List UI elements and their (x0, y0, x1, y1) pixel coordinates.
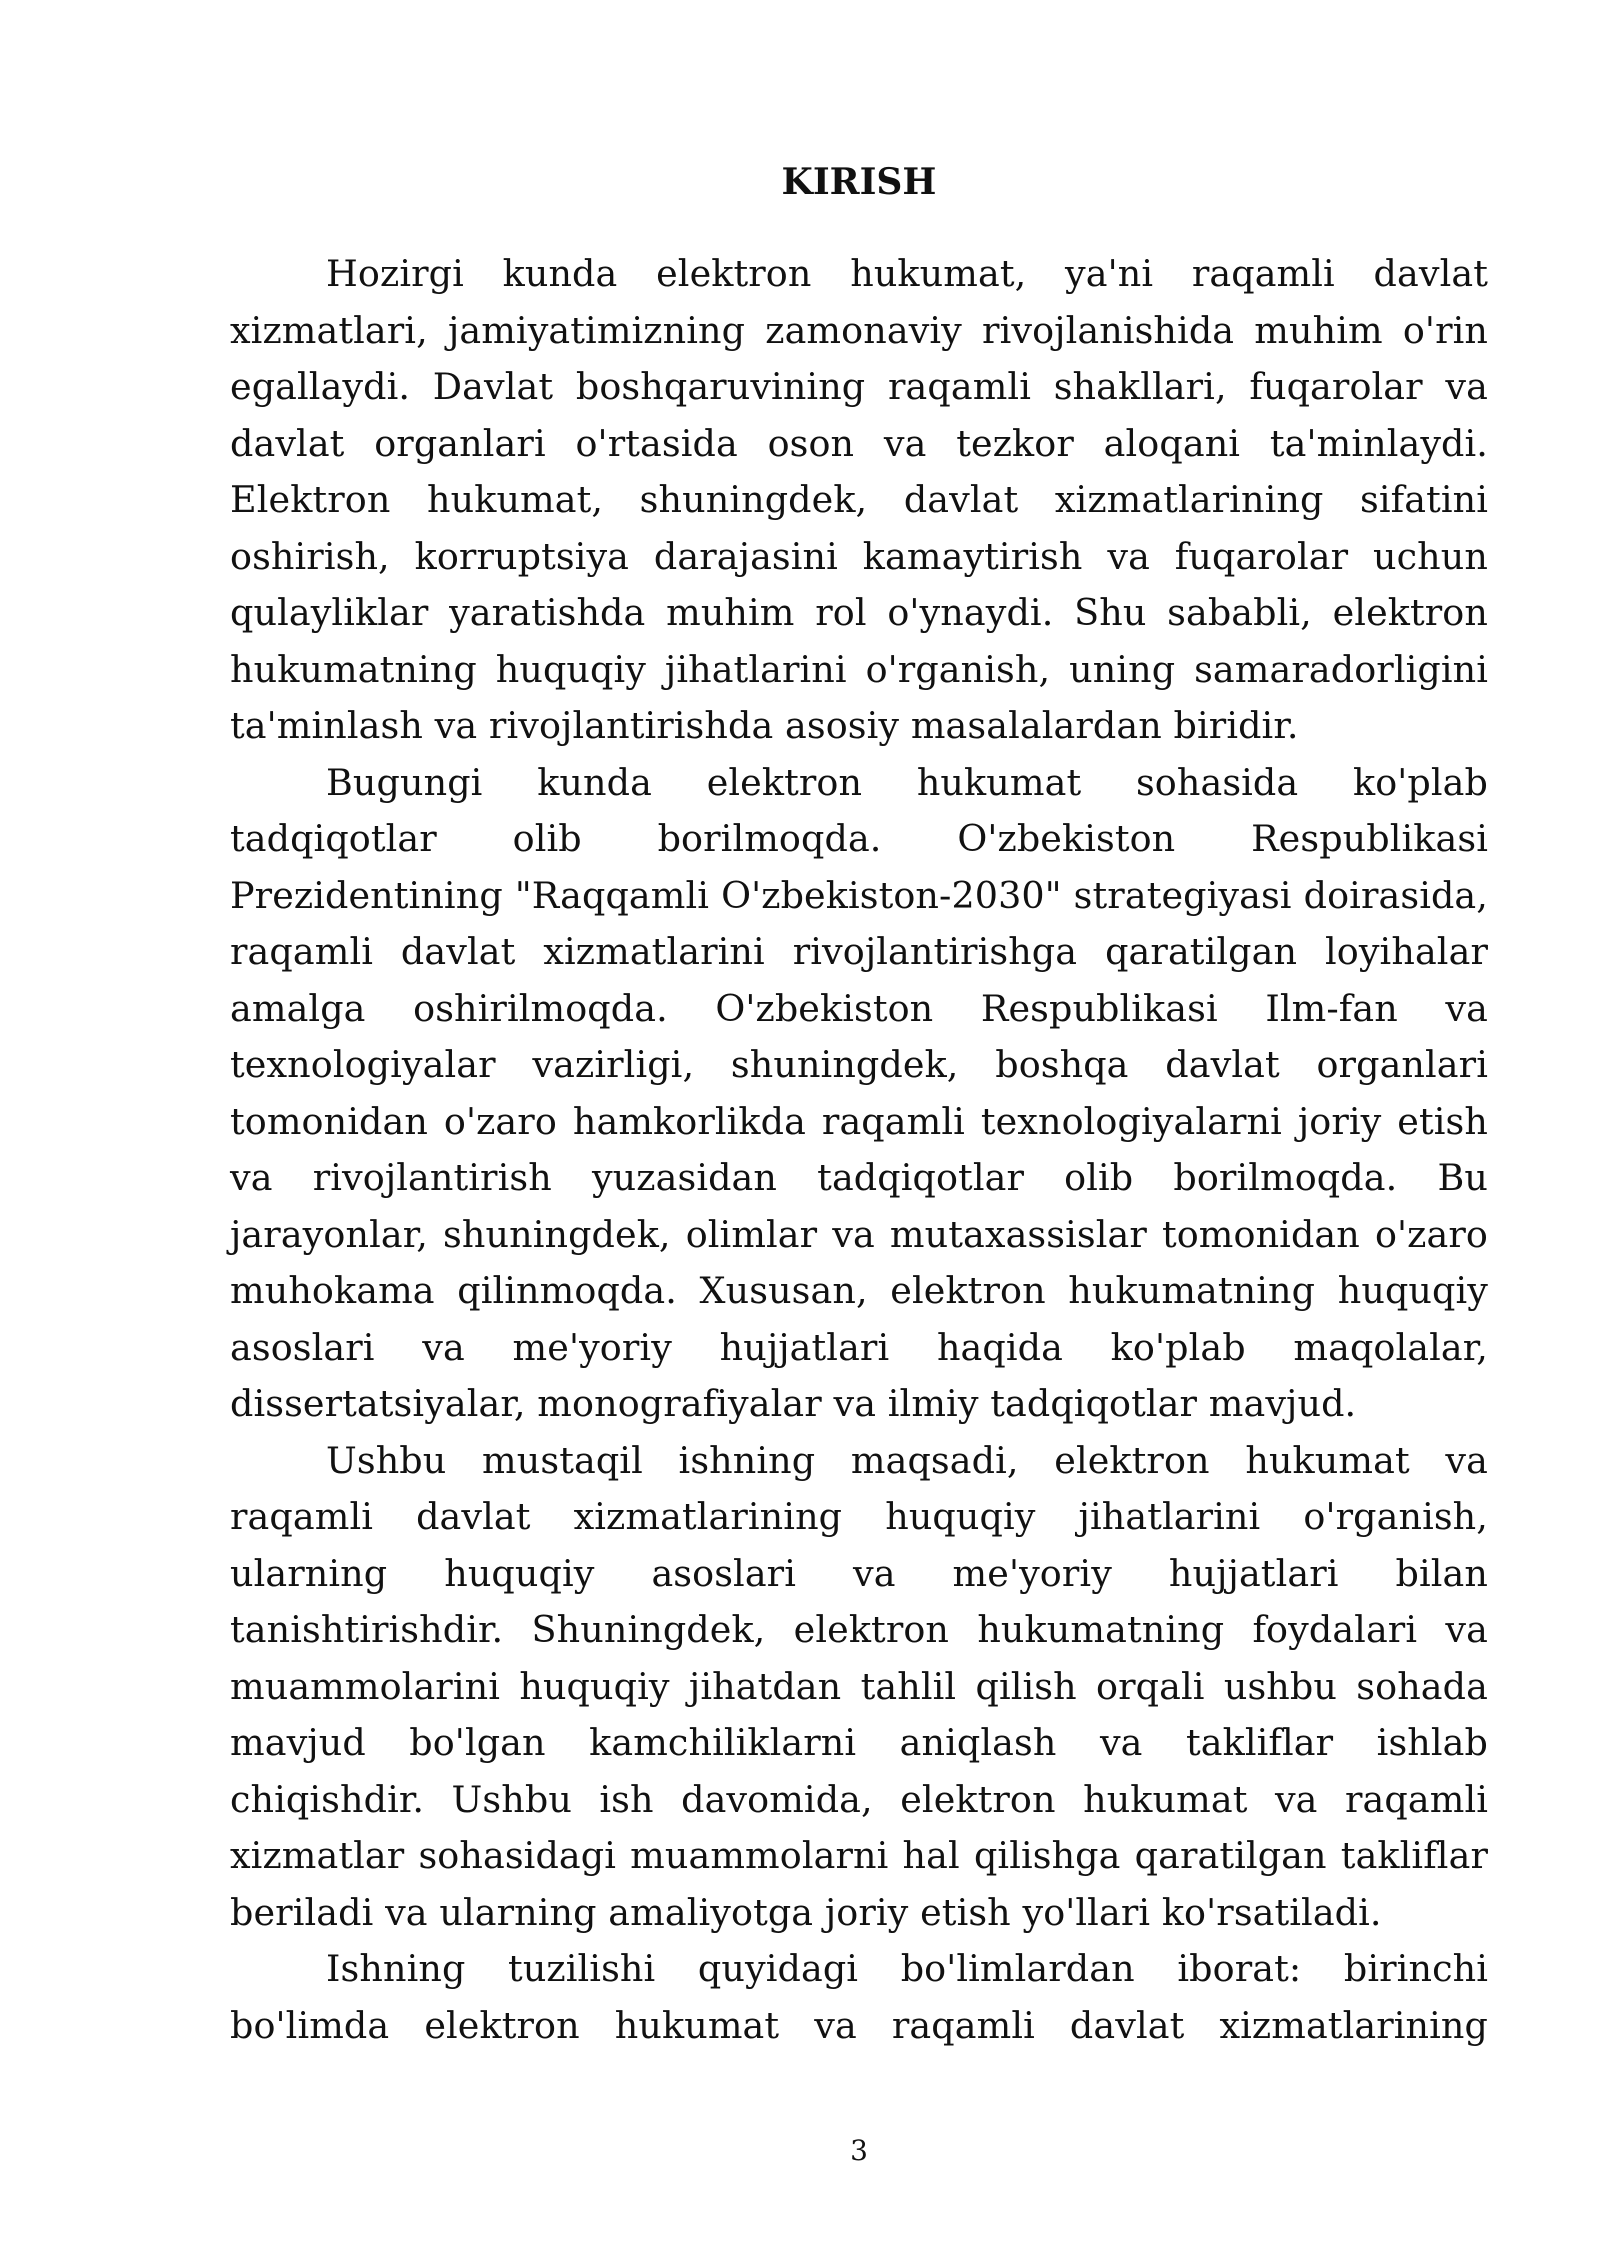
paragraph: Hozirgi kunda elektron hukumat, ya'ni raqamli davlat xizmatlari, jamiyatimizning zamonaviy rivojlanishida muhim o'rin egallaydi. Davlat boshqaruvining raqamli shakllari, fuqarolar va davlat organlari o'rtasida oson va tezkor aloqani ta'minlaydi. Elektron hukumat, shuningdek, davlat xizmatlarining sifatini oshirish, korruptsiya darajasini kamaytirish va fuqarolar uchun qulayliklar yaratishda muhim rol o'ynaydi. Shu sababli, elektron hukumatning huquqiy jihatlarini o'rganish, uning samaradorligini ta'minlash va rivojlantirishda asosiy masalalardan biridir. (230, 252, 1488, 747)
body-text (230, 246, 1488, 2054)
paragraph: Ushbu mustaqil ishning maqsadi, elektron hukumat va raqamli davlat xizmatlarining huquqiy jihatlarini o'rganish, ularning huquqiy asoslari va me'yoriy hujjatlari bilan tanishtirishdir. Shuningdek, elektron hukumatning foydalari va muammolarini huquqiy jihatdan tahlil qilish orqali ushbu sohada mavjud bo'lgan kamchiliklarni aniqlash va takliflar ishlab chiqishdir. Ushbu ish davomida, elektron hukumat va raqamli xizmatlar sohasidagi muammolarni hal qilishga qaratilgan takliflar beriladi va ularning amaliyotga joriy etish yo'llari ko'rsatiladi. (230, 1438, 1488, 1934)
page-number: 3 (850, 2134, 868, 2167)
section-title: KIRISH (781, 161, 937, 203)
paragraph: Bugungi kunda elektron hukumat sohasida ko'plab tadqiqotlar olib borilmoqda. O'zbekiston Respublikasi Prezidentining "Raqqamli O'zbekiston-2030" strategiyasi doirasida, raqamli davlat xizmatlarini rivojlantirishga qaratilgan loyihalar amalga oshirilmoqda. O'zbekiston Respublikasi Ilm-fan va texnologiyalar vazirligi, shuningdek, boshqa davlat organlari tomonidan o'zaro hamkorlikda raqamli texnologiyalarni joriy etish va rivojlantirish yuzasidan tadqiqotlar olib borilmoqda. Bu jarayonlar, shuningdek, olimlar va mutaxassislar tomonidan o'zaro muhokama qilinmoqda. Xususan, elektron hukumatning huquqiy asoslari va me'yoriy hujjatlari haqida ko'plab maqolalar, dissertatsiyalar, monografiyalar va ilmiy tadqiqotlar mavjud. (230, 760, 1488, 1425)
paragraph: Ishning tuzilishi quyidagi bo'limlardan iborat: birinchi bo'limda elektron hukumat va raqamli davlat xizmatlarining (230, 1947, 1488, 2047)
